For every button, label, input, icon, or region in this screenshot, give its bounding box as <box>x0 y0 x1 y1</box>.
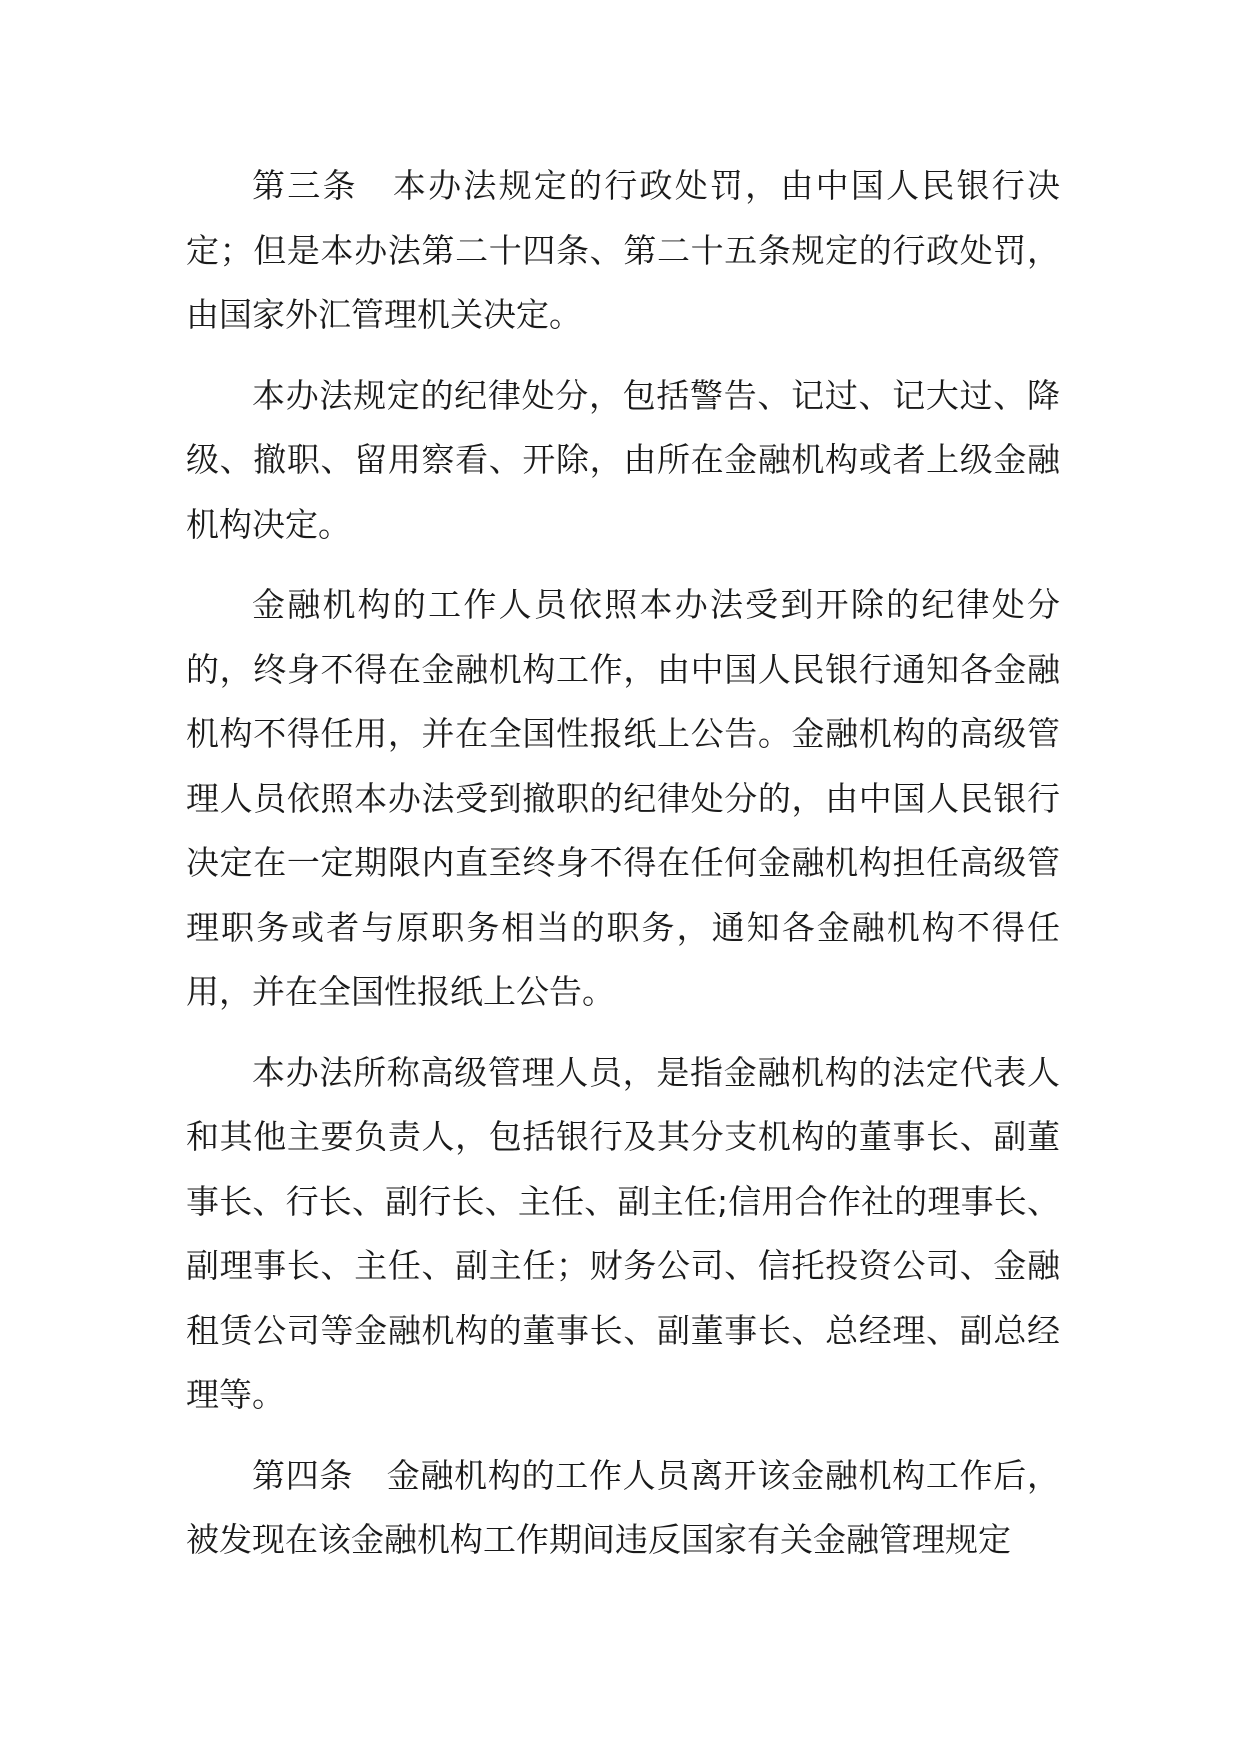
paragraph-disciplinary-sanctions: 本办法规定的纪律处分，包括警告、记过、记大过、降级、撤职、留用察看、开除，由所在金融机构或者上级金融机构决定。 <box>186 375 1060 544</box>
paragraph-article-4: 第四条 金融机构的工作人员离开该金融机构工作后，被发现在该金融机构工作期间违反国家有关金融管理规定 <box>186 1455 1060 1559</box>
paragraph-senior-management-definition: 本办法所称高级管理人员，是指金融机构的法定代表人和其他主要负责人，包括银行及其分支机构的董事长、副董事长、行长、副行长、主任、副主任;信用合作社的理事长、副理事长、主任、副主任；财务公司、信托投资公司、金融租赁公司等金融机构的董事长、副董事长、总经理、副总经理等。 <box>186 1052 1060 1414</box>
paragraph-dismissal-consequences: 金融机构的工作人员依照本办法受到开除的纪律处分的，终身不得在金融机构工作，由中国人民银行通知各金融机构不得任用，并在全国性报纸上公告。金融机构的高级管理人员依照本办法受到撤职的纪律处分的，由中国人民银行决定在一定期限内直至终身不得在任何金融机构担任高级管理职务或者与原职务相当的职务，通知各金融机构不得任用，并在全国性报纸上公告。 <box>186 585 1060 1011</box>
document-body <box>186 154 1060 1589</box>
paragraph-article-3: 第三条 本办法规定的行政处罚，由中国人民银行决定；但是本办法第二十四条、第二十五条规定的行政处罚，由国家外汇管理机关决定。 <box>186 166 1060 334</box>
